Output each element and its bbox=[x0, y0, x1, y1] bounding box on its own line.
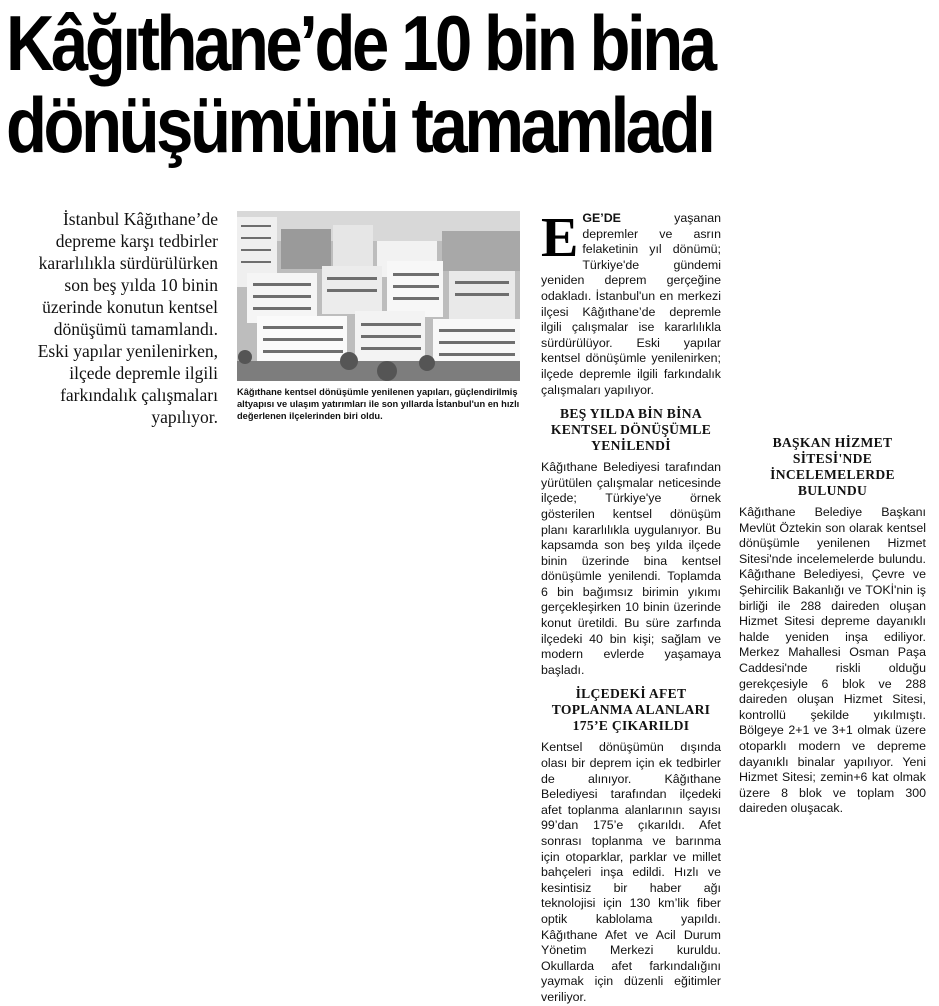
lead-paragraph: İstanbul Kâğıthane’de depreme karşı tedbirler kararlılıkla sürdürülürken son beş yılda 10 binin üzerinde konutun kentsel dönüşümü tamamlandı. Eski yapılar yenilenirken, ilçede depremle ilgili farkındalık çalışmaları yapılıyor. bbox=[37, 209, 218, 427]
intro-text: yaşanan depremler ve asrın felaketinin yıl dönümü; Türkiye'de gündemi yeniden deprem gerçeğine odakladı. İstanbul'un en merkezi ilçesi Kâğıthane’de depremle ilgili çalışmalar ise kararlılıkla sürdürülüyor. Eski yapılar kentsel dönüşümle yenilenirken; ilçede depremle ilgili farkındalık çalışmaları yapılıyor. bbox=[541, 211, 721, 397]
drop-cap: E bbox=[541, 207, 579, 269]
paragraph-2: Kentsel dönüşümün dışında olası bir deprem için ek tedbirler de alınıyor. Kâğıthane Belediyesi tarafından ilçedeki afet toplanma alanlarının sayısı 99’dan 175’e çıkarıldı. Afet sonrası toplanma ve barınma için otoparklar, parklar ve millet bahçeleri inşa edildi. Hızlı ve kesintisiz bir haber ağı teknolojisi için 130 km’lik fiber optik kablolama yapıldı. Kâğıthane Afet ve Acil Durum Yönetim Merkezi kuruldu. Okullarda afet farkındalığını yaymak için düzenli eğitimler veriliyor. bbox=[541, 740, 721, 1004]
article-column-1 bbox=[541, 207, 721, 1006]
intro-bold: GE’DE bbox=[582, 211, 621, 225]
subheading-1: BEŞ YILDA BİN BİNA KENTSEL DÖNÜŞÜMLE YENİLENDİ bbox=[550, 406, 712, 454]
paragraph-3: Kâğıthane Belediye Başkanı Mevlüt Öztekin son olarak kentsel dönüşümle yenilenen Hizmet Sitesi'nde incelemelerde bulundu. Kâğıthane Belediyesi, Çevre ve Şehircilik Bakanlığı ve TOKİ'nin iş birliği ile 288 daireden oluşan Hizmet Sitesi depreme dayanıklı halde yeniden inşa ediliyor. Merkez Mahallesi Osman Paşa Caddesi'nde riskli olduğu gerekçesiyle 6 blok ve 288 daireden oluşan Hizmet Sitesi, kontrollü şekilde yıkılmıştı. Bölgeye 2+1 ve 3+1 olmak üzere otoparklı modern ve depreme dayanıklı binalar yapılıyor. Yeni Hizmet Sitesi; zemin+6 kat olmak üzere 8 blok ve toplam 300 daireden oluşacak. bbox=[739, 505, 926, 816]
subheading-3: BAŞKAN HİZMET SİTESİ'NDE İNCELEMELERDE BULUNDU bbox=[770, 435, 895, 498]
article-column-2 bbox=[739, 211, 926, 817]
subheading-2: İLÇEDEKİ AFET TOPLANMA ALANLARI 175’E ÇIKARILDI bbox=[551, 686, 711, 734]
headline-line-1: Kâğıthane’de 10 bin bina bbox=[6, 0, 714, 87]
headline-line-2: dönüşümünü tamamladı bbox=[6, 81, 713, 169]
paragraph-1: Kâğıthane Belediyesi tarafından yürütülen çalışmalar neticesinde ilçede; Türkiye'ye örnek gösterilen kentsel dönüşüm planı kararlılıkla uygulanıyor. Bu kapsamda son beş yılda ilçede binin üzerinde bina kentsel dönüşümle yenilendi. Toplamda 6 bin bağımsız birimin yıkımı gerçekleşirken 10 binin üzerinde konut üretildi. Bu süre zarfında ilçedeki 40 bin kişi; sağlam ve modern evlerde yaşamaya başladı. bbox=[541, 460, 721, 677]
headline bbox=[6, 0, 804, 169]
photo-caption: Kâğıthane kentsel dönüşümle yenilenen yapıları, güçlendirilmiş altyapısı ve ulaşım yatırımları ile son yıllarda İstanbul'un en hızlı değerlenen ilçelerinden biri oldu. bbox=[237, 387, 520, 422]
intro-paragraph bbox=[541, 207, 721, 398]
news-photo bbox=[237, 211, 520, 381]
